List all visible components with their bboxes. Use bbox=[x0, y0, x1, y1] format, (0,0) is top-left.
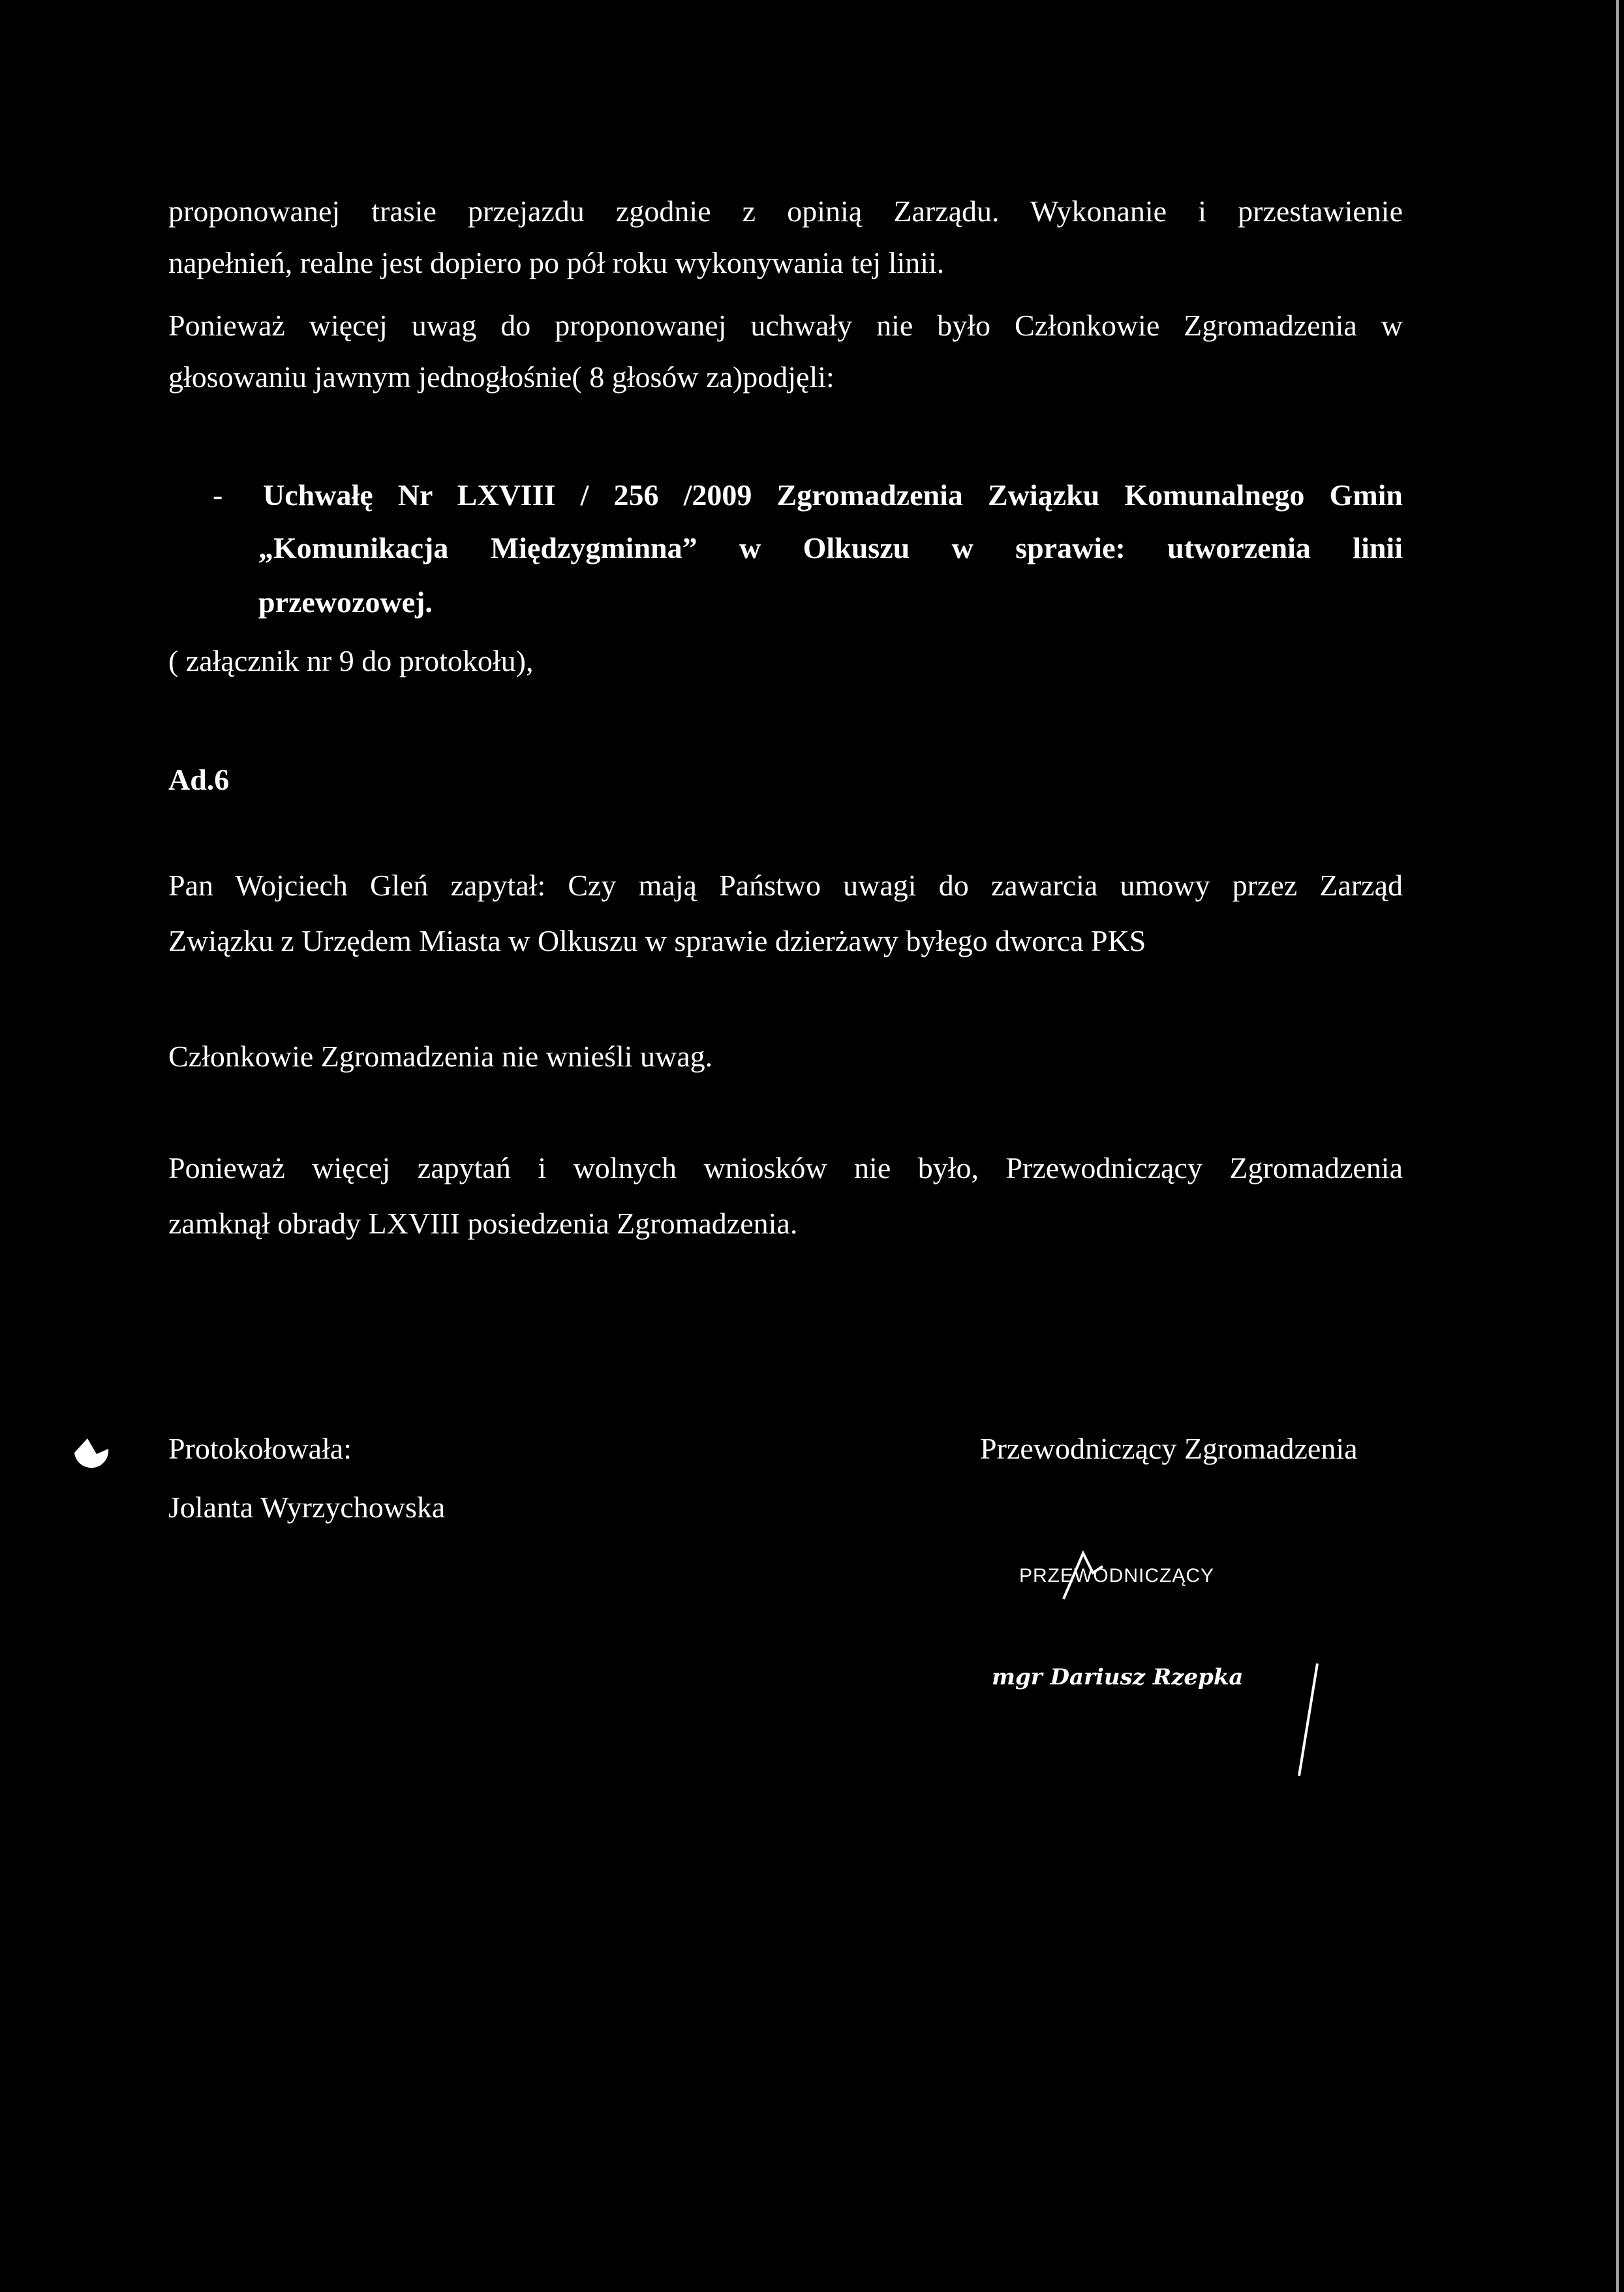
recorder-name: Jolanta Wyrzychowska bbox=[168, 1491, 446, 1524]
paragraph1-line2: napełnień, realne jest dopiero po pół roku wykonywania tej linii. bbox=[168, 246, 945, 279]
resolution-attachment: ( załącznik nr 9 do protokołu), bbox=[168, 644, 534, 677]
question-line2: Związku z Urzędem Miasta w Olkuszu w sprawie dzierżawy byłego dworca PKS bbox=[168, 924, 1146, 957]
paragraph2-line1: Ponieważ więcej uwag do proponowanej uchwały nie było Członkowie Zgromadzenia w bbox=[168, 309, 1403, 342]
question-line1: Pan Wojciech Gleń zapytał: Czy mają Państwo uwagi do zawarcia umowy przez Zarząd bbox=[168, 869, 1403, 902]
resolution-line1: Uchwałę Nr LXVIII / 256 /2009 Zgromadzenia Związku Komunalnego Gmin bbox=[263, 478, 1403, 512]
scan-mark-icon bbox=[68, 1429, 115, 1476]
resolution-line2: „Komunikacja Międzygminna” w Olkuszu w sprawie: utworzenia linii bbox=[258, 531, 1403, 565]
paragraph1-line1: proponowanej trasie przejazdu zgodnie z opinią Zarządu. Wykonanie i przestawienie bbox=[168, 194, 1403, 228]
recorder-label: Protokołowała: bbox=[168, 1432, 352, 1465]
stamp-title: PRZEWODNICZĄCY bbox=[1019, 1565, 1214, 1587]
section-heading: Ad.6 bbox=[168, 763, 230, 796]
chair-label: Przewodniczący Zgromadzenia bbox=[980, 1432, 1358, 1465]
resolution-line3: przewozowej. bbox=[258, 585, 433, 619]
resolution-dash: - bbox=[213, 478, 223, 512]
paragraph2-line2: głosowaniu jawnym jednogłośnie( 8 głosów za)podjęli: bbox=[168, 360, 835, 394]
no-remarks: Członkowie Zgromadzenia nie wnieśli uwag. bbox=[168, 1040, 713, 1073]
closing-line1: Ponieważ więcej zapytań i wolnych wniosków nie było, Przewodniczący Zgromadzenia bbox=[168, 1151, 1403, 1185]
stamp-scribble-icon bbox=[1057, 1547, 1109, 1605]
closing-line2: zamknął obrady LXVIII posiedzenia Zgromadzenia. bbox=[168, 1207, 798, 1240]
signature-stroke-icon bbox=[1295, 1661, 1321, 1778]
scan-edge-line bbox=[1616, 0, 1619, 2292]
signature-name: mgr Dariusz Rzepka bbox=[992, 1664, 1244, 1690]
